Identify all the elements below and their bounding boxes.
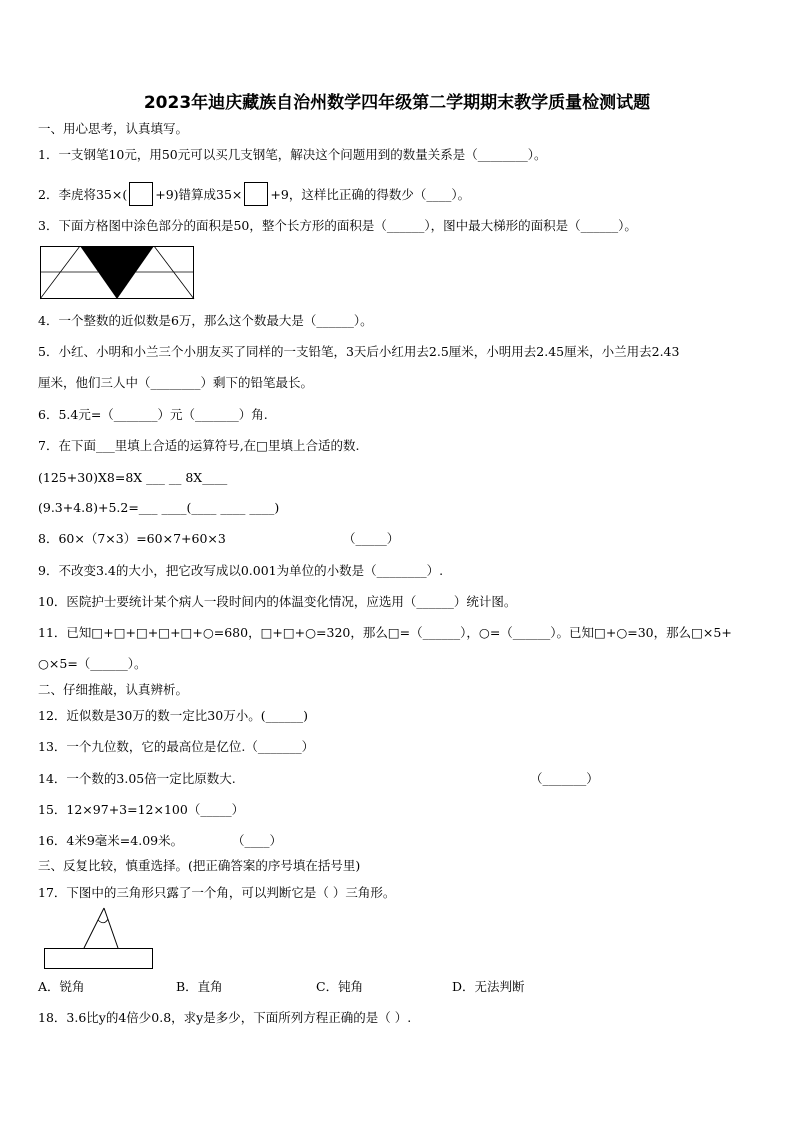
trapezoid-left-edge — [40, 246, 80, 299]
question-13: 13．一个九位数，它的最高位是亿位.（_______） — [38, 739, 315, 754]
question-3: 3．下面方格图中涂色部分的面积是50，整个长方形的面积是（______），图中最大梯形的面积是（______）。 — [38, 218, 637, 233]
triangle-right-side — [104, 908, 118, 948]
shaded-triangle — [80, 246, 154, 299]
section-1-heading: 一、用心思考，认真填写。 — [38, 121, 189, 136]
question-17-option-c: C．钝角 — [316, 979, 364, 994]
triangle-left-side — [84, 908, 104, 948]
question-2-part3: +9，这样比正确的得数少（____）。 — [270, 187, 471, 202]
question-9: 9．不改变3.4的大小，把它改写成以0.001为单位的小数是（________）. — [38, 563, 444, 578]
triangle-figure — [44, 904, 156, 970]
question-7-expr-b: (9.3+4.8)+5.2=___ ____(____ ____ ____) — [38, 500, 280, 515]
trapezoid-right-edge — [154, 246, 194, 299]
question-14: 14．一个数的3.05倍一定比原数大. — [38, 771, 236, 786]
question-4: 4．一个整数的近似数是6万，那么这个数最大是（______）。 — [38, 313, 373, 328]
question-16: 16．4米9毫米=4.09米。 — [38, 833, 184, 848]
question-7: 7．在下面___里填上合适的运算符号,在□里填上合适的数. — [38, 438, 360, 453]
question-17-option-a: A．锐角 — [38, 979, 85, 994]
question-17-option-d: D．无法判断 — [452, 979, 525, 994]
question-1: 1．一支钢笔10元，用50元可以买几支钢笔，解决这个问题用到的数量关系是（________）。 — [38, 147, 547, 162]
question-16-answer: （____） — [232, 833, 283, 848]
question-11-line2: ○×5=（______）。 — [38, 656, 147, 671]
blank-box — [244, 182, 268, 206]
cover-rectangle — [45, 949, 153, 969]
question-15: 15．12×97+3=12×100（_____） — [38, 802, 245, 817]
page-title: 2023年迪庆藏族自治州数学四年级第二学期期末教学质量检测试题 — [143, 93, 651, 113]
question-6: 6．5.4元=（_______）元（_______）角. — [38, 407, 268, 422]
question-17: 17．下图中的三角形只露了一个角，可以判断它是（ ）三角形。 — [38, 885, 396, 900]
question-12: 12．近似数是30万的数一定比30万小。(______) — [38, 708, 308, 723]
question-14-answer: （_______） — [530, 771, 599, 786]
question-18: 18．3.6比y的4倍少0.8，求y是多少，下面所列方程正确的是（ ）. — [38, 1010, 412, 1025]
section-2-heading: 二、仔细推敲，认真辨析。 — [38, 682, 189, 697]
question-8: 8．60×（7×3）=60×7+60×3 — [38, 531, 226, 546]
question-11-line1: 11．已知□+□+□+□+□+○=680，□+□+○=320，那么□=（______），○=（______）。已知□+○=30，那么□×5+ — [38, 625, 732, 640]
question-17-option-b: B．直角 — [176, 979, 223, 994]
question-2-part1: 2．李虎将35×( — [38, 187, 128, 202]
question-5-line2: 厘米，他们三人中（________）剩下的铅笔最长。 — [38, 375, 314, 390]
question-2 — [38, 182, 470, 206]
question-2-part2: +9)错算成35× — [155, 187, 243, 202]
blank-box — [129, 182, 153, 206]
question-10: 10．医院护士要统计某个病人一段时间内的体温变化情况，应选用（______）统计图。 — [38, 594, 517, 609]
question-8-answer: （_____） — [343, 531, 400, 546]
section-3-heading: 三、反复比较，慎重选择。(把正确答案的序号填在括号里) — [38, 858, 361, 873]
grid-figure — [40, 246, 196, 300]
angle-arc — [98, 919, 108, 923]
question-7-expr-a: (125+30)X8=8X ___ __ 8X____ — [38, 470, 228, 485]
question-5-line1: 5．小红、小明和小兰三个小朋友买了同样的一支铅笔，3天后小红用去2.5厘米，小明用去2.45厘米，小兰用去2.43 — [38, 344, 680, 359]
